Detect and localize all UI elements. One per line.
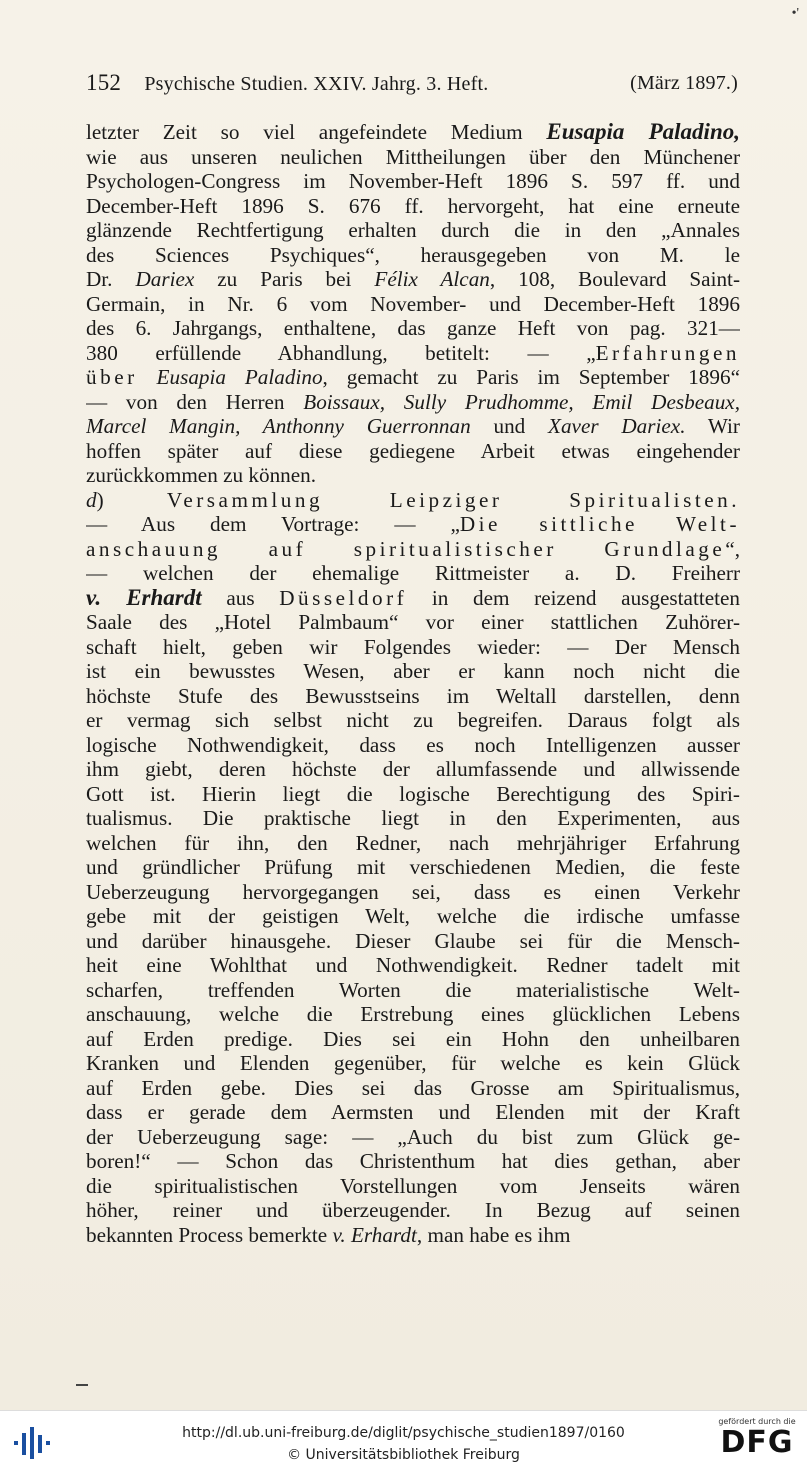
text-line <box>86 390 740 415</box>
text-line <box>86 733 740 758</box>
text-segment: scharfen, treffenden Worten die materialistische Welt- <box>86 977 740 1002</box>
text-segment: die spiritualistischen Vorstellungen vom Jenseits wären <box>86 1173 740 1198</box>
text-line <box>86 1002 740 1027</box>
text-segment: wie aus unseren neulichen Mittheilungen über den Münchener <box>86 144 740 169</box>
text-line <box>86 904 740 929</box>
text-line <box>86 1149 740 1174</box>
text-line <box>86 610 740 635</box>
text-segment: dass er gerade dem Aermsten und Elenden mit der Kraft <box>86 1100 740 1124</box>
text-line <box>86 414 740 439</box>
text-line <box>86 855 740 880</box>
text-line <box>86 659 740 684</box>
text-segment: des Sciences Psychiques“, herausgegeben von M. le <box>86 242 740 267</box>
text-line <box>86 218 740 243</box>
text-line <box>86 292 740 317</box>
text-segment: 380 erfüllende Abhandlung, betitelt: — „ <box>86 340 596 365</box>
text-segment: anschauung, welche die Erstrebung eines glücklichen Lebens <box>86 1002 740 1026</box>
text-line <box>86 1076 740 1101</box>
text-line <box>86 1174 740 1199</box>
text-segment: Kranken und Elenden gegenüber, für welche es kein Glück <box>86 1051 740 1075</box>
text-line <box>86 463 740 488</box>
text-segment: — von den Herren <box>86 389 304 414</box>
text-segment: letzter Zeit so viel angefeindete Medium <box>86 120 547 144</box>
text-segment: Boissaux, Sully Prudhomme, Emil Desbeaux, <box>303 389 740 414</box>
dfg-funded-by: gefördert durch die <box>718 1417 796 1426</box>
text-segment: tualismus. Die praktische liegt in den Experimenten, aus <box>86 806 740 830</box>
text-segment: logische Nothwendigkeit, dass es noch Intelligenzen ausser <box>86 732 740 757</box>
text-line <box>86 953 740 978</box>
text-line <box>86 194 740 219</box>
text-line <box>86 1051 740 1076</box>
text-segment <box>138 365 157 389</box>
text-segment: und <box>470 414 549 438</box>
text-segment: hoffen später auf diese gediegene Arbeit etwas eingehender <box>86 438 740 463</box>
page-mark <box>76 1384 88 1386</box>
body-text <box>86 120 740 1247</box>
text-line <box>86 880 740 905</box>
text-segment: , 108, Boulevard Saint- <box>489 267 740 291</box>
text-segment: Wir <box>685 414 740 438</box>
text-segment: Xaver Dariex. <box>548 414 686 438</box>
text-segment: anschauung auf spiritualistischer Grundlage <box>86 536 726 561</box>
text-line <box>86 439 740 464</box>
text-segment: des 6. Jahrgangs, enthaltene, das ganze Heft von pag. 321— <box>86 316 740 340</box>
text-segment: Psychologen-Congress im November-Heft 1896 S. 597 ff. und <box>86 169 740 193</box>
copyright-notice: © Universitätsbibliothek Freiburg <box>287 1447 520 1463</box>
text-segment: und darüber hinausgehe. Dieser Glaube sei für die Mensch- <box>86 928 740 953</box>
text-segment: “, <box>725 536 740 561</box>
text-line <box>86 316 740 341</box>
text-segment: Eusapia Paladino <box>156 365 323 389</box>
text-segment: Versammlung Leipziger Spiritualisten. <box>166 487 740 512</box>
text-segment: Félix Alcan <box>374 267 490 291</box>
text-segment: — Aus dem Vortrage: — „ <box>86 512 460 536</box>
text-line <box>86 120 740 145</box>
text-line <box>86 806 740 831</box>
text-line <box>86 561 740 586</box>
text-segment: Erfahrungen <box>595 340 740 365</box>
text-segment: Ueberzeugung hervorgegangen sei, dass es einen Verkehr <box>86 879 740 904</box>
text-line <box>86 341 740 366</box>
text-segment: höchste Stufe des Bewusstseins im Weltall darstellen, denn <box>86 683 740 708</box>
text-segment: auf Erden predige. Dies sei ein Hohn den unheilbaren <box>86 1026 740 1051</box>
text-segment: v. Erhardt <box>86 585 202 610</box>
text-line <box>86 929 740 954</box>
text-segment: , gemacht zu Paris im September 1896“ <box>322 365 740 389</box>
text-segment: schaft hielt, geben wir Folgendes wieder: — Der Mensch <box>86 634 740 659</box>
header-date: (März 1897.) <box>630 72 738 94</box>
text-line <box>86 1223 740 1248</box>
text-line <box>86 169 740 194</box>
text-segment: v. Erhardt <box>332 1222 417 1247</box>
viewer-footer <box>0 1410 807 1471</box>
dfg-logo[interactable] <box>715 1417 799 1460</box>
text-segment: glänzende Rechtfertigung erhalten durch die in den „Annales <box>86 218 740 242</box>
text-segment: ist ein bewusstes Wesen, aber er kann noch nicht die <box>86 659 740 683</box>
text-segment: auf Erden gebe. Dies sei das Grosse am Spiritualismus, <box>86 1075 740 1100</box>
corner-mark: •' <box>791 6 799 21</box>
text-line <box>86 831 740 856</box>
text-segment: ihm giebt, deren höchste der allumfassende und allwissende <box>86 757 740 781</box>
text-segment: Saale des „Hotel Palmbaum“ vor einer stattlichen Zuhörer- <box>86 610 740 634</box>
text-segment: höher, reiner und überzeugender. In Bezug auf seinen <box>86 1198 740 1222</box>
header-title: Psychische Studien. XXIV. Jahrg. 3. Heft. <box>144 73 489 95</box>
text-segment: heit eine Wohlthat und Nothwendigkeit. Redner tadelt mit <box>86 953 740 977</box>
text-segment: Eusapia Paladino, <box>546 120 740 144</box>
running-header <box>86 70 746 96</box>
text-segment: Die sittliche Welt- <box>459 512 740 536</box>
text-segment: December-Heft 1896 S. 676 ff. hervorgeht, hat eine erneute <box>86 193 740 218</box>
text-line <box>86 512 740 537</box>
text-segment: — welchen der ehemalige Rittmeister a. D. Freiherr <box>86 561 740 585</box>
text-line <box>86 684 740 709</box>
text-line <box>86 1100 740 1125</box>
text-line <box>86 1125 740 1150</box>
text-segment: welchen für ihn, den Redner, nach mehrjähriger Erfahrung <box>86 830 740 855</box>
text-segment: boren!“ — Schon das Christenthum hat dies gethan, aber <box>86 1149 740 1173</box>
text-line <box>86 1198 740 1223</box>
text-line <box>86 365 740 390</box>
text-segment: in dem reizend ausgestatteten <box>407 585 740 610</box>
text-segment: über <box>86 365 138 389</box>
text-segment: Dr. <box>86 267 136 291</box>
text-line <box>86 757 740 782</box>
text-line <box>86 243 740 268</box>
text-segment: gebe mit der geistigen Welt, welche die irdische umfasse <box>86 904 740 928</box>
text-line <box>86 782 740 807</box>
text-line <box>86 267 740 292</box>
text-segment: , man habe es ihm <box>416 1222 571 1247</box>
text-line <box>86 708 740 733</box>
text-segment: bekannten Process bemerkte <box>86 1222 333 1247</box>
text-segment: zu Paris bei <box>194 267 375 291</box>
text-segment: der Ueberzeugung sage: — „Auch du bist zum Glück ge- <box>86 1124 740 1149</box>
permalink-url[interactable]: http://dl.ub.uni-freiburg.de/diglit/psychische_studien1897/0160 <box>182 1425 625 1441</box>
text-segment: Marcel Mangin, Anthonny Guerronnan <box>86 414 471 438</box>
text-segment: und gründlicher Prüfung mit verschiedenen Medien, die feste <box>86 855 740 879</box>
text-line <box>86 635 740 660</box>
dfg-logo-text: DFG <box>720 1425 794 1460</box>
text-line <box>86 1027 740 1052</box>
text-line <box>86 537 740 562</box>
text-segment: ) <box>96 487 167 512</box>
text-segment: Gott ist. Hierin liegt die logische Berechtigung des Spiri- <box>86 781 740 806</box>
page-number: 152 <box>86 70 122 95</box>
text-segment: d <box>86 487 97 512</box>
text-segment: aus <box>201 585 280 610</box>
text-line <box>86 978 740 1003</box>
text-segment: Dariex <box>135 267 195 291</box>
text-line <box>86 488 740 513</box>
text-segment: Germain, in Nr. 6 vom November- und December-Heft 1896 <box>86 291 740 316</box>
text-segment: zurückkommen zu können. <box>86 463 317 487</box>
text-line <box>86 145 740 170</box>
text-line <box>86 586 740 611</box>
text-segment: Düsseldorf <box>279 585 408 610</box>
text-segment: er vermag sich selbst nicht zu begreifen. Daraus folgt als <box>86 708 740 732</box>
